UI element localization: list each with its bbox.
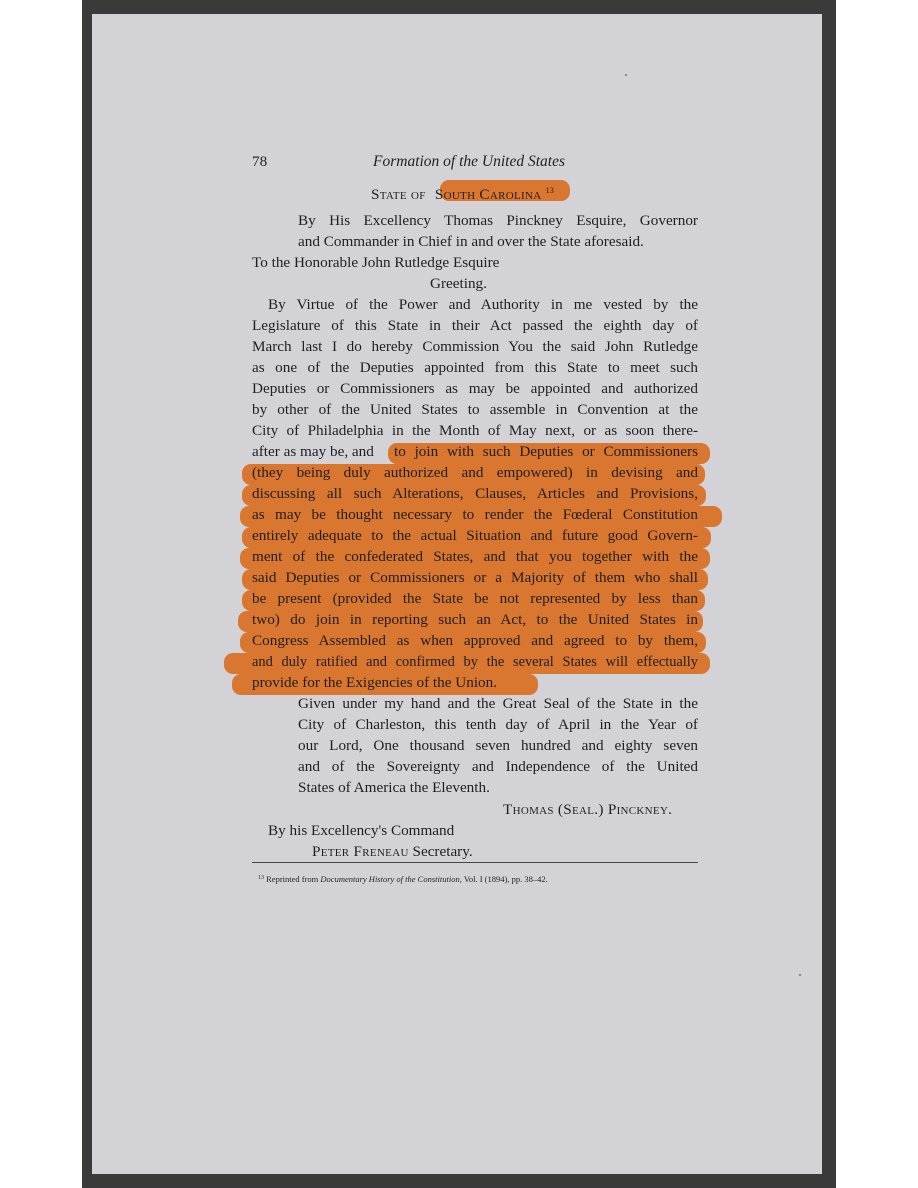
footnote [258,874,548,884]
highlighted-line: entirely adequate to the actual Situation and future good Govern- [252,527,698,544]
signature: Thomas (Seal.) Pinckney. [503,801,673,818]
body-line-plain: after as may be, and [252,443,374,460]
page-number: 78 [252,153,268,170]
body-line: March last I do hereby Commission You the said John Rutledge [252,338,698,355]
highlighted-line: to join with such Deputies or Commissioners [394,443,698,460]
highlighted-line: provide for the Exigencies of the Union. [252,674,498,691]
secretary-name: Peter Freneau [312,843,409,860]
body-line: by other of the United States to assemble in Convention at the [252,401,698,418]
intro-line: By His Excellency Thomas Pinckney Esquire, Governor [298,212,698,229]
heading-footnote-mark: 13 [545,186,555,195]
body-line: Deputies or Commissioners as may be appointed and authorized [252,380,698,397]
body-line: By Virtue of the Power and Authority in me vested by the [268,296,698,313]
paper-speck [799,974,801,976]
heading-prefix: State of [371,186,426,203]
command-line: By his Excellency's Command [268,822,455,839]
closing-line: Given under my hand and the Great Seal of the State in the [298,695,698,712]
addressee: To the Honorable John Rutledge Esquire [252,254,500,271]
highlighted-line: (they being duly authorized and empowered) in devising and [252,464,698,481]
closing-line: our Lord, One thousand seven hundred and eighty seven [298,737,698,754]
footnote-text-after: , Vol. I (1894), pp. 38–42. [459,874,548,884]
secretary-title: Secretary. [412,843,473,860]
footnote-source-title: Documentary History of the Constitution [320,874,460,884]
greeting: Greeting. [430,275,487,292]
closing-line: States of America the Eleventh. [298,779,490,796]
secretary-line [312,842,473,862]
highlighted-line: as may be thought necessary to render the Fœderal Constitution [252,506,698,523]
highlighted-line: and duly ratified and confirmed by the several States will effectually [252,654,698,670]
body-line: Legislature of this State in their Act passed the eighth day of [252,317,698,334]
highlighted-line: two) do join in reporting such an Act, to the United States in [252,611,698,628]
highlighted-line: ment of the confederated States, and that you together with the [252,548,698,565]
heading-state-name: South Carolina [434,186,542,203]
running-head: Formation of the United States [373,153,566,170]
footnote-mark: 13 [258,875,264,881]
highlighted-line: said Deputies or Commissioners or a Majority of them who shall [252,569,698,586]
closing-line: and of the Sovereignty and Independence of the United [298,758,698,775]
footnote-rule [252,862,698,863]
closing-line: City of Charleston, this tenth day of April in the Year of [298,716,698,733]
highlighted-line: Congress Assembled as when approved and agreed to by them, [252,632,698,649]
highlighted-line: be present (provided the State be not represented by less than [252,590,698,607]
document-heading [371,181,554,205]
body-line: City of Philadelphia in the Month of May next, or as soon there- [252,422,698,439]
highlighted-line: discussing all such Alterations, Clauses, Articles and Provisions, [252,485,698,502]
intro-line: and Commander in Chief in and over the State aforesaid. [298,233,644,250]
paper-speck [625,74,627,76]
body-line: as one of the Deputies appointed from this State to meet such [252,359,698,376]
footnote-text-before: Reprinted from [266,874,319,884]
